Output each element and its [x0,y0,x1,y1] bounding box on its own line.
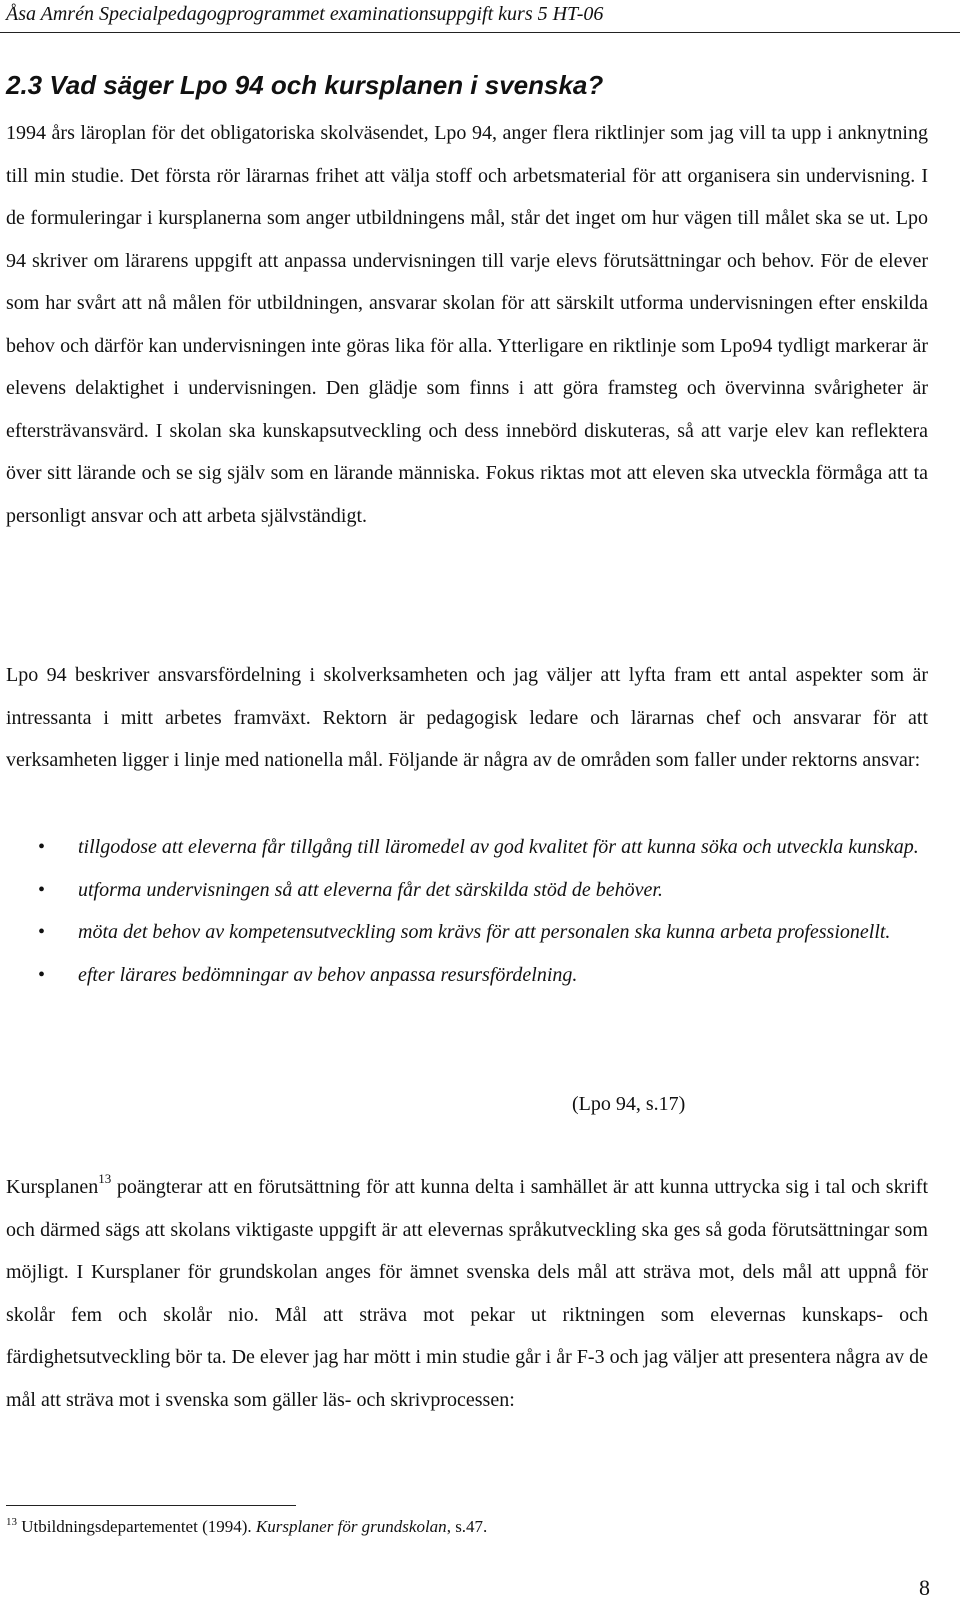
list-item [0,911,928,954]
bullet-icon: • [38,836,46,858]
footnote-divider [6,1505,296,1506]
footnote-text: Utbildningsdepartementet (1994). [17,1517,256,1536]
bullet-icon: • [38,963,46,986]
header-divider [0,32,960,33]
list-item [0,826,928,869]
list-item [0,954,928,997]
paragraph-kursplanen [6,1166,928,1421]
list-item-text: efter lärares bedömningar av behov anpassa resursfördelning. [78,963,578,986]
list-item [0,869,928,912]
running-header: Åsa Amrén Specialpedagogprogrammet examinationsuppgift kurs 5 HT-06 [6,3,604,25]
bullet-icon: • [38,878,46,901]
section-heading: 2.3 Vad säger Lpo 94 och kursplanen i svenska? [6,70,604,100]
list-item-text: utforma undervisningen så att eleverna får det särskilda stöd de behöver. [78,878,663,901]
paragraph-lpo94-guidelines: 1994 års läroplan för det obligatoriska skolväsendet, Lpo 94, anger flera riktlinjer som jag vill ta upp i anknytning till min studie. Det första rör lärarnas frihet att välja stoff och arbetsmaterial för att organisera sin undervisning. I de formuleringar i kursplanerna som anger utbildningens mål, står det inget om hur vägen till målet ska se ut. Lpo 94 skriver om lärarens uppgift att anpassa undervisningen till varje elevs förutsättningar och behov. För de elever som har svårt att nå målen för utbildningen, ansvarar skolan för att särskilt utforma undervisningen efter enskilda behov och därför kan undervisningen inte göras lika för alla. Ytterligare en riktlinje som Lpo94 tydligt markerar är elevens delaktighet i undervisningen. Den glädje som finns i att göra framsteg och övervinna svårigheter är eftersträvansvärd. I skolan ska kunskapsutveckling och dess innebörd diskuteras, så att varje elev kan reflektera över sitt lärande och se sig själv som en lärande människa. Fokus riktas mot att eleven ska utveckla förmåga att ta personligt ansvar och att arbeta självständigt. [6,122,928,527]
footnote-title: Kursplaner för grundskolan [255,1517,447,1536]
paragraph-body: poängterar att en förutsättning för att kunna delta i samhället är att kunna uttrycka sig i tal och skrift och därmed sägs att skolans viktigaste uppgift är att elevernas språkutveckling ska ges så goda förutsättningar som möjligt. I Kursplaner för grundskolan anges för ämnet svenska dels mål att sträva mot, dels mål att uppnå för skolår fem och skolår nio. Mål att sträva mot pekar ut riktningen som elevernas kunskaps- och färdighetsutveckling bör ta. De elever jag har mött i min studie går i år F-3 och jag väljer att presentera några av de mål att sträva mot i svenska som gäller läs- och skrivprocessen: [6,1176,928,1411]
footnote-suffix: , s.47. [446,1517,488,1536]
principal-responsibility-list [0,826,960,996]
paragraph-lead: Kursplanen [6,1176,99,1198]
list-item-text: tillgodose att eleverna får tillgång till läromedel av god kvalitet för att kunna söka och utveckla kunskap. [78,836,919,858]
paragraph-responsibility: Lpo 94 beskriver ansvarsfördelning i skolverksamheten och jag väljer att lyfta fram ett antal aspekter som är intressanta i mitt arbetes framväxt. Rektorn är pedagogisk ledare och lärarnas chef och ansvarar för att verksamheten ligger i linje med nationella mål. Följande är några av de områden som faller under rektorns ansvar: [6,664,928,771]
footnote-number: 13 [6,1516,17,1528]
page-number: 8 [919,1575,930,1600]
citation: (Lpo 94, s.17) [572,1093,686,1115]
footnote-reference[interactable]: 13 [98,1171,112,1186]
list-item-text: möta det behov av kompetensutveckling som krävs för att personalen ska kunna arbeta professionellt. [78,921,891,943]
bullet-icon: • [38,921,46,943]
footnote [6,1516,487,1538]
